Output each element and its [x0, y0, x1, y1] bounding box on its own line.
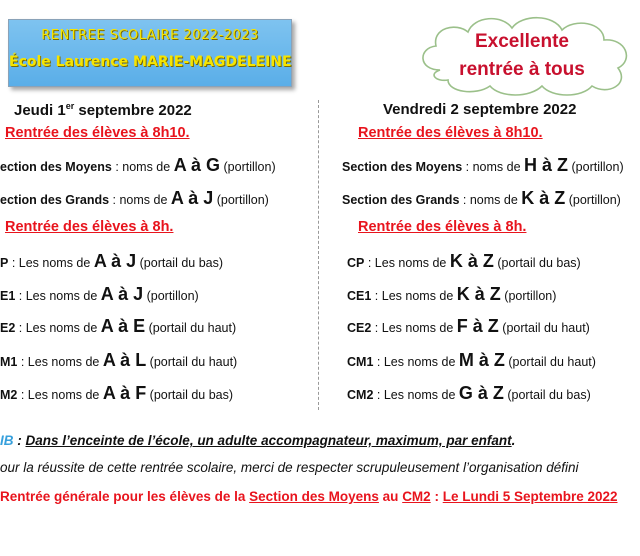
left-row-moyens: ection des Moyens : noms de A à G (portillon) [0, 155, 276, 175]
title-banner [8, 19, 292, 87]
right-heading-8h10: Rentrée des élèves à 8h10. [358, 125, 543, 141]
right-row-cp: CP : Les noms de K à Z (portail du bas) [347, 251, 581, 271]
cloud-line-1: Excellente [475, 31, 569, 52]
left-day-heading: Jeudi 1er septembre 2022 [14, 101, 192, 119]
cloud-line-2: rentrée à tous [459, 59, 585, 80]
left-row-cm2: M2 : Les noms de A à F (portail du bas) [0, 383, 234, 403]
left-row-cp: P : Les noms de A à J (portail du bas) [0, 251, 224, 271]
right-row-ce2: CE2 : Les noms de F à Z (portail du haut) [347, 316, 590, 336]
column-divider [318, 100, 319, 410]
left-heading-8h10: Rentrée des élèves à 8h10. [5, 125, 190, 141]
left-heading-8h: Rentrée des élèves à 8h. [5, 219, 174, 235]
right-heading-8h: Rentrée des élèves à 8h. [358, 219, 527, 235]
left-row-ce1: E1 : Les noms de A à J (portillon) [0, 284, 199, 304]
right-row-ce1: CE1 : Les noms de K à Z (portillon) [347, 284, 557, 304]
banner-school-name: École Laurence MARIE-MAGDELEINE [9, 54, 292, 70]
cloud-shape-icon [412, 12, 640, 96]
right-day-heading: Vendredi 2 septembre 2022 [383, 101, 577, 118]
right-row-moyens: Section des Moyens : noms de H à Z (portillon) [342, 155, 624, 175]
right-row-cm1: CM1 : Les noms de M à Z (portail du haut) [347, 350, 596, 370]
organisation-note: our la réussite de cette rentrée scolaire, merci de respecter scrupuleusement l’organisation défini [0, 460, 579, 475]
left-row-ce2: E2 : Les noms de A à E (portail du haut) [0, 316, 237, 336]
right-row-grands: Section des Grands : noms de K à Z (portillon) [342, 188, 621, 208]
right-row-cm2: CM2 : Les noms de G à Z (portail du bas) [347, 383, 591, 403]
left-row-grands: ection des Grands : noms de A à J (portillon) [0, 188, 269, 208]
general-return-note: Rentrée générale pour les élèves de la Section des Moyens au CM2 : Le Lundi 5 Septembre 2022 [0, 489, 618, 504]
nb-note: IB : Dans l’enceinte de l’école, un adulte accompagnateur, maximum, par enfant. [0, 433, 516, 448]
banner-title: RENTREE SCOLAIRE 2022-2023 [41, 28, 259, 43]
left-row-cm1: M1 : Les noms de A à L (portail du haut) [0, 350, 238, 370]
